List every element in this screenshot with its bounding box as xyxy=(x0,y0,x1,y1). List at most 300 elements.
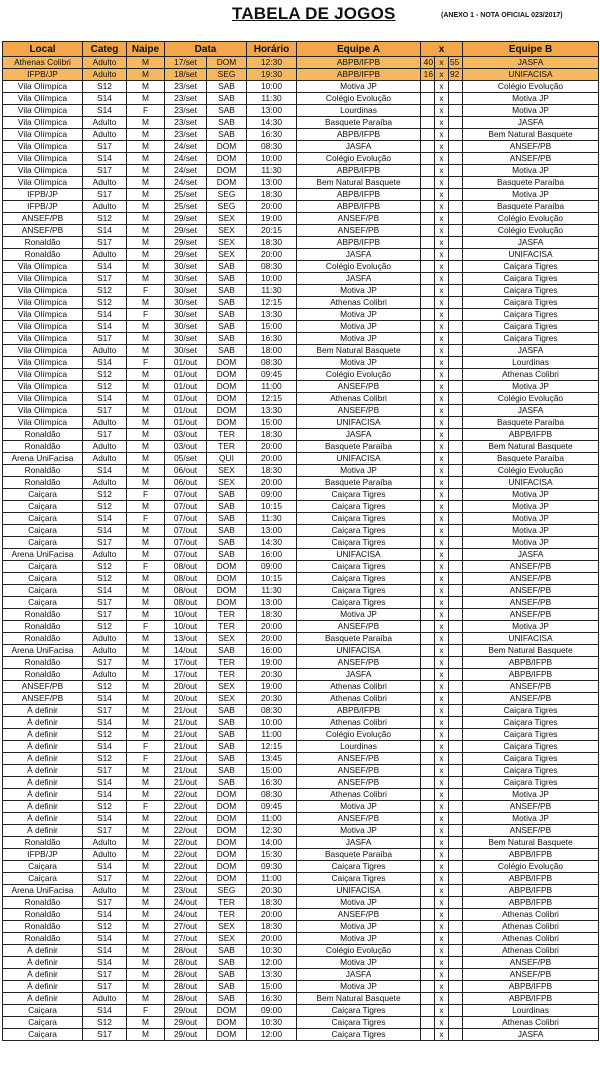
cell-versus: x xyxy=(435,345,449,357)
cell-date: 07/out xyxy=(165,537,207,549)
cell-naipe: M xyxy=(127,681,165,693)
cell-score-b xyxy=(449,249,463,261)
cell-team-b: UNIFACISA xyxy=(463,477,599,489)
cell-team-a: ANSEF/PB xyxy=(297,777,421,789)
cell-weekday: DOM xyxy=(207,873,247,885)
cell-team-b: Motiva JP xyxy=(463,537,599,549)
cell-local: ANSEF/PB xyxy=(3,681,83,693)
cell-team-b: Bem Natural Basquete xyxy=(463,645,599,657)
cell-local: Caiçara xyxy=(3,861,83,873)
cell-score-a xyxy=(421,381,435,393)
cell-categ: S17 xyxy=(83,405,127,417)
cell-weekday: SAB xyxy=(207,333,247,345)
cell-team-a: UNIFACISA xyxy=(297,549,421,561)
cell-team-a: Motiva JP xyxy=(297,333,421,345)
cell-time: 11:30 xyxy=(247,285,297,297)
cell-weekday: TER xyxy=(207,897,247,909)
cell-team-b: Motiva JP xyxy=(463,525,599,537)
table-row xyxy=(3,585,599,597)
cell-score-a xyxy=(421,789,435,801)
cell-weekday: TER xyxy=(207,657,247,669)
cell-score-a xyxy=(421,741,435,753)
cell-score-b xyxy=(449,861,463,873)
cell-categ: S12 xyxy=(83,213,127,225)
cell-date: 30/set xyxy=(165,261,207,273)
cell-time: 18:30 xyxy=(247,237,297,249)
cell-versus: x xyxy=(435,573,449,585)
table-row xyxy=(3,945,599,957)
cell-versus: x xyxy=(435,357,449,369)
cell-team-a: Athenas Colibri xyxy=(297,717,421,729)
cell-score-b xyxy=(449,765,463,777)
cell-team-a: Caiçara Tigres xyxy=(297,561,421,573)
cell-team-a: Motiva JP xyxy=(297,801,421,813)
cell-naipe: M xyxy=(127,261,165,273)
cell-naipe: M xyxy=(127,297,165,309)
cell-team-b: Caiçara Tigres xyxy=(463,765,599,777)
cell-score-a xyxy=(421,633,435,645)
cell-date: 24/set xyxy=(165,177,207,189)
cell-team-a: Caiçara Tigres xyxy=(297,489,421,501)
cell-local: À definir xyxy=(3,801,83,813)
cell-naipe: M xyxy=(127,417,165,429)
cell-weekday: DOM xyxy=(207,801,247,813)
cell-versus: x xyxy=(435,549,449,561)
cell-score-b xyxy=(449,237,463,249)
cell-score-b xyxy=(449,945,463,957)
cell-weekday: DOM xyxy=(207,861,247,873)
cell-versus: x xyxy=(435,981,449,993)
cell-date: 10/out xyxy=(165,621,207,633)
cell-weekday: SEX xyxy=(207,693,247,705)
cell-score-b xyxy=(449,441,463,453)
cell-team-a: Bem Natural Basquete xyxy=(297,993,421,1005)
cell-weekday: SEG xyxy=(207,201,247,213)
cell-score-b xyxy=(449,477,463,489)
cell-naipe: M xyxy=(127,501,165,513)
cell-weekday: SEX xyxy=(207,681,247,693)
cell-team-a: ANSEF/PB xyxy=(297,225,421,237)
cell-date: 21/out xyxy=(165,777,207,789)
cell-categ: Adulto xyxy=(83,69,127,81)
cell-categ: Adulto xyxy=(83,993,127,1005)
cell-date: 06/out xyxy=(165,465,207,477)
cell-score-a xyxy=(421,573,435,585)
cell-team-a: Athenas Colibri xyxy=(297,681,421,693)
cell-weekday: DOM xyxy=(207,813,247,825)
cell-team-b: Athenas Colibri xyxy=(463,1017,599,1029)
cell-versus: x xyxy=(435,213,449,225)
cell-score-b xyxy=(449,501,463,513)
cell-team-a: Colégio Evolução xyxy=(297,729,421,741)
cell-versus: x xyxy=(435,381,449,393)
cell-time: 13:30 xyxy=(247,309,297,321)
cell-score-b xyxy=(449,597,463,609)
cell-local: Ronaldão xyxy=(3,249,83,261)
cell-team-b: JASFA xyxy=(463,117,599,129)
col-header-naipe: Naipe xyxy=(127,42,165,57)
cell-categ: S12 xyxy=(83,489,127,501)
cell-time: 20:00 xyxy=(247,201,297,213)
cell-team-b: Motiva JP xyxy=(463,189,599,201)
cell-team-a: Colégio Evolução xyxy=(297,261,421,273)
table-row xyxy=(3,633,599,645)
cell-team-b: ABPB/IFPB xyxy=(463,993,599,1005)
cell-team-a: Motiva JP xyxy=(297,285,421,297)
cell-local: Vila Olímpica xyxy=(3,165,83,177)
cell-date: 22/out xyxy=(165,873,207,885)
cell-score-b xyxy=(449,429,463,441)
cell-weekday: SAB xyxy=(207,345,247,357)
cell-weekday: TER xyxy=(207,429,247,441)
cell-score-a xyxy=(421,933,435,945)
cell-score-b xyxy=(449,813,463,825)
cell-score-a xyxy=(421,321,435,333)
cell-categ: S14 xyxy=(83,513,127,525)
cell-team-b: Caiçara Tigres xyxy=(463,261,599,273)
cell-date: 23/set xyxy=(165,81,207,93)
cell-weekday: DOM xyxy=(207,177,247,189)
cell-versus: x xyxy=(435,777,449,789)
cell-team-b: Caiçara Tigres xyxy=(463,273,599,285)
cell-score-b xyxy=(449,957,463,969)
cell-date: 07/out xyxy=(165,513,207,525)
cell-categ: S12 xyxy=(83,297,127,309)
cell-time: 13:00 xyxy=(247,597,297,609)
cell-score-a xyxy=(421,849,435,861)
cell-local: Ronaldão xyxy=(3,441,83,453)
cell-score-b xyxy=(449,369,463,381)
cell-score-b xyxy=(449,741,463,753)
cell-time: 09:45 xyxy=(247,369,297,381)
cell-date: 24/out xyxy=(165,897,207,909)
cell-score-a xyxy=(421,861,435,873)
cell-versus: x xyxy=(435,417,449,429)
cell-naipe: M xyxy=(127,921,165,933)
cell-date: 24/set xyxy=(165,141,207,153)
cell-weekday: SAB xyxy=(207,765,247,777)
table-row xyxy=(3,957,599,969)
cell-time: 11:00 xyxy=(247,813,297,825)
cell-categ: S12 xyxy=(83,1017,127,1029)
table-row xyxy=(3,369,599,381)
cell-score-a xyxy=(421,201,435,213)
table-row xyxy=(3,681,599,693)
cell-score-a xyxy=(421,813,435,825)
cell-versus: x xyxy=(435,849,449,861)
table-row xyxy=(3,285,599,297)
cell-local: IFPB/JP xyxy=(3,69,83,81)
cell-team-b: UNIFACISA xyxy=(463,633,599,645)
cell-naipe: M xyxy=(127,705,165,717)
cell-score-a xyxy=(421,1005,435,1017)
cell-score-b xyxy=(449,753,463,765)
cell-team-b: Caiçara Tigres xyxy=(463,717,599,729)
cell-local: À definir xyxy=(3,729,83,741)
cell-time: 12:00 xyxy=(247,957,297,969)
table-row xyxy=(3,849,599,861)
cell-weekday: DOM xyxy=(207,153,247,165)
table-row xyxy=(3,1017,599,1029)
cell-team-a: Motiva JP xyxy=(297,921,421,933)
cell-team-a: Caiçara Tigres xyxy=(297,873,421,885)
cell-team-a: Basquete Paraíba xyxy=(297,477,421,489)
cell-weekday: DOM xyxy=(207,585,247,597)
cell-score-a xyxy=(421,285,435,297)
cell-date: 21/out xyxy=(165,741,207,753)
cell-naipe: M xyxy=(127,369,165,381)
table-row xyxy=(3,489,599,501)
cell-score-a xyxy=(421,129,435,141)
cell-date: 30/set xyxy=(165,345,207,357)
cell-naipe: F xyxy=(127,285,165,297)
table-row xyxy=(3,597,599,609)
table-row xyxy=(3,657,599,669)
cell-categ: Adulto xyxy=(83,453,127,465)
cell-naipe: M xyxy=(127,765,165,777)
cell-team-b: Motiva JP xyxy=(463,489,599,501)
cell-weekday: SAB xyxy=(207,525,247,537)
cell-time: 20:00 xyxy=(247,249,297,261)
cell-versus: x xyxy=(435,801,449,813)
cell-team-b: ANSEF/PB xyxy=(463,141,599,153)
cell-team-a: ANSEF/PB xyxy=(297,621,421,633)
cell-weekday: SAB xyxy=(207,777,247,789)
cell-score-b xyxy=(449,489,463,501)
cell-time: 13:00 xyxy=(247,177,297,189)
cell-weekday: SEG xyxy=(207,189,247,201)
cell-categ: S14 xyxy=(83,909,127,921)
cell-local: Ronaldão xyxy=(3,669,83,681)
cell-team-a: Motiva JP xyxy=(297,465,421,477)
cell-local: Vila Olímpica xyxy=(3,285,83,297)
cell-team-a: ANSEF/PB xyxy=(297,813,421,825)
cell-date: 23/set xyxy=(165,129,207,141)
cell-categ: S17 xyxy=(83,333,127,345)
cell-time: 09:00 xyxy=(247,1005,297,1017)
cell-weekday: SEX xyxy=(207,249,247,261)
cell-score-b xyxy=(449,897,463,909)
cell-categ: S17 xyxy=(83,597,127,609)
cell-time: 20:30 xyxy=(247,669,297,681)
cell-score-b xyxy=(449,225,463,237)
cell-time: 13:30 xyxy=(247,969,297,981)
cell-team-b: Colégio Evolução xyxy=(463,213,599,225)
cell-local: Ronaldão xyxy=(3,609,83,621)
cell-categ: S17 xyxy=(83,825,127,837)
cell-time: 15:00 xyxy=(247,321,297,333)
cell-naipe: M xyxy=(127,981,165,993)
cell-team-a: Colégio Evolução xyxy=(297,93,421,105)
cell-team-b: Colégio Evolução xyxy=(463,465,599,477)
cell-weekday: DOM xyxy=(207,165,247,177)
cell-versus: x xyxy=(435,393,449,405)
col-header-local: Local xyxy=(3,42,83,57)
cell-naipe: M xyxy=(127,57,165,69)
cell-naipe: M xyxy=(127,225,165,237)
cell-categ: S17 xyxy=(83,873,127,885)
cell-naipe: M xyxy=(127,165,165,177)
cell-categ: S14 xyxy=(83,777,127,789)
cell-date: 28/out xyxy=(165,969,207,981)
col-header-equipe-a: Equipe A xyxy=(297,42,421,57)
cell-team-a: Caiçara Tigres xyxy=(297,525,421,537)
cell-naipe: M xyxy=(127,849,165,861)
cell-date: 08/out xyxy=(165,573,207,585)
cell-score-a xyxy=(421,117,435,129)
cell-versus: x xyxy=(435,1005,449,1017)
cell-score-a xyxy=(421,345,435,357)
cell-local: Vila Olímpica xyxy=(3,357,83,369)
cell-versus: x xyxy=(435,249,449,261)
cell-score-b xyxy=(449,885,463,897)
cell-categ: Adulto xyxy=(83,117,127,129)
cell-score-b xyxy=(449,657,463,669)
cell-categ: S17 xyxy=(83,189,127,201)
cell-versus: x xyxy=(435,57,449,69)
cell-team-b: JASFA xyxy=(463,345,599,357)
cell-categ: S17 xyxy=(83,657,127,669)
cell-local: À definir xyxy=(3,813,83,825)
cell-score-a xyxy=(421,405,435,417)
cell-team-a: ABPB/IFPB xyxy=(297,165,421,177)
cell-score-b xyxy=(449,525,463,537)
cell-versus: x xyxy=(435,681,449,693)
cell-date: 28/out xyxy=(165,945,207,957)
cell-team-a: UNIFACISA xyxy=(297,453,421,465)
cell-versus: x xyxy=(435,309,449,321)
cell-weekday: DOM xyxy=(207,381,247,393)
cell-score-b xyxy=(449,105,463,117)
cell-score-a xyxy=(421,93,435,105)
cell-naipe: M xyxy=(127,405,165,417)
cell-date: 25/set xyxy=(165,201,207,213)
cell-team-b: Basquete Paraíba xyxy=(463,417,599,429)
cell-time: 20:15 xyxy=(247,225,297,237)
cell-time: 19:00 xyxy=(247,213,297,225)
cell-date: 17/set xyxy=(165,57,207,69)
cell-time: 10:00 xyxy=(247,153,297,165)
table-row xyxy=(3,705,599,717)
table-row xyxy=(3,885,599,897)
cell-score-a xyxy=(421,429,435,441)
cell-time: 15:00 xyxy=(247,765,297,777)
cell-team-b: Caiçara Tigres xyxy=(463,729,599,741)
cell-team-a: Motiva JP xyxy=(297,825,421,837)
cell-weekday: SAB xyxy=(207,117,247,129)
cell-team-b: ANSEF/PB xyxy=(463,681,599,693)
cell-time: 08:30 xyxy=(247,141,297,153)
cell-date: 18/set xyxy=(165,69,207,81)
cell-weekday: SAB xyxy=(207,81,247,93)
table-row xyxy=(3,117,599,129)
annex-note: (ANEXO 1 - NOTA OFICIAL 023/2017) xyxy=(441,12,563,19)
cell-score-b xyxy=(449,117,463,129)
cell-weekday: DOM xyxy=(207,393,247,405)
cell-categ: Adulto xyxy=(83,417,127,429)
cell-versus: x xyxy=(435,585,449,597)
table-row xyxy=(3,105,599,117)
cell-score-a xyxy=(421,609,435,621)
cell-naipe: M xyxy=(127,213,165,225)
cell-score-a xyxy=(421,237,435,249)
cell-naipe: M xyxy=(127,657,165,669)
cell-naipe: M xyxy=(127,321,165,333)
cell-versus: x xyxy=(435,993,449,1005)
cell-time: 13:45 xyxy=(247,753,297,765)
cell-weekday: SAB xyxy=(207,717,247,729)
cell-versus: x xyxy=(435,129,449,141)
cell-date: 01/out xyxy=(165,405,207,417)
cell-score-a xyxy=(421,105,435,117)
table-row xyxy=(3,333,599,345)
cell-categ: Adulto xyxy=(83,57,127,69)
cell-naipe: M xyxy=(127,873,165,885)
cell-time: 10:15 xyxy=(247,573,297,585)
cell-team-a: JASFA xyxy=(297,969,421,981)
cell-naipe: M xyxy=(127,189,165,201)
cell-team-a: Basquete Paraíba xyxy=(297,441,421,453)
cell-categ: S12 xyxy=(83,381,127,393)
table-row xyxy=(3,57,599,69)
table-row xyxy=(3,453,599,465)
cell-team-b: Caiçara Tigres xyxy=(463,741,599,753)
cell-versus: x xyxy=(435,789,449,801)
cell-versus: x xyxy=(435,1029,449,1041)
cell-score-b xyxy=(449,585,463,597)
cell-naipe: M xyxy=(127,633,165,645)
cell-weekday: DOM xyxy=(207,405,247,417)
cell-naipe: F xyxy=(127,741,165,753)
cell-versus: x xyxy=(435,669,449,681)
cell-categ: S14 xyxy=(83,357,127,369)
cell-weekday: SAB xyxy=(207,309,247,321)
cell-versus: x xyxy=(435,81,449,93)
cell-team-a: Athenas Colibri xyxy=(297,297,421,309)
cell-versus: x xyxy=(435,1017,449,1029)
cell-team-a: ANSEF/PB xyxy=(297,765,421,777)
cell-score-a xyxy=(421,837,435,849)
cell-date: 08/out xyxy=(165,585,207,597)
table-row xyxy=(3,621,599,633)
cell-local: Ronaldão xyxy=(3,237,83,249)
cell-date: 06/out xyxy=(165,477,207,489)
cell-time: 13:00 xyxy=(247,525,297,537)
cell-categ: S14 xyxy=(83,813,127,825)
table-row xyxy=(3,777,599,789)
cell-local: Vila Olímpica xyxy=(3,153,83,165)
cell-weekday: DOM xyxy=(207,1005,247,1017)
cell-score-a xyxy=(421,225,435,237)
cell-score-b xyxy=(449,297,463,309)
cell-naipe: M xyxy=(127,729,165,741)
table-row xyxy=(3,753,599,765)
cell-team-a: ABPB/IFPB xyxy=(297,189,421,201)
cell-team-b: Athenas Colibri xyxy=(463,369,599,381)
cell-team-a: Caiçara Tigres xyxy=(297,501,421,513)
cell-local: Vila Olímpica xyxy=(3,273,83,285)
cell-local: ANSEF/PB xyxy=(3,213,83,225)
cell-weekday: SAB xyxy=(207,105,247,117)
cell-date: 07/out xyxy=(165,525,207,537)
cell-naipe: M xyxy=(127,993,165,1005)
cell-time: 16:30 xyxy=(247,777,297,789)
cell-team-b: Colégio Evolução xyxy=(463,861,599,873)
table-row xyxy=(3,141,599,153)
cell-score-a xyxy=(421,957,435,969)
cell-local: Vila Olímpica xyxy=(3,333,83,345)
cell-date: 20/out xyxy=(165,681,207,693)
